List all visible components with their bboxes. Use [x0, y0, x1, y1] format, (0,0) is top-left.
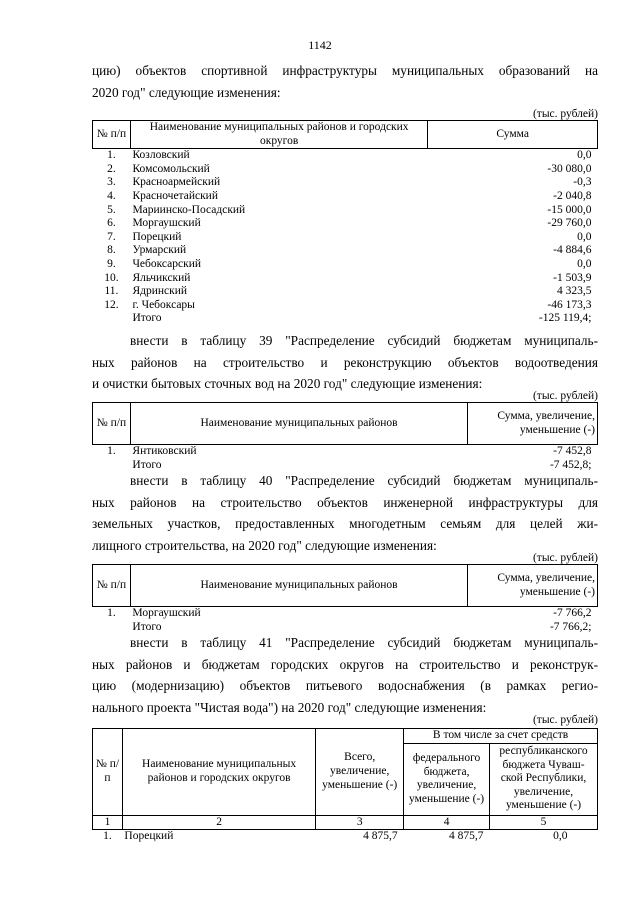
- header-num: № п/п: [93, 403, 131, 445]
- header-num: № п/п: [93, 565, 131, 607]
- row-value: 4 323,5: [557, 285, 592, 298]
- row-num: 12.: [104, 298, 119, 311]
- table-row: [93, 204, 598, 218]
- table-2: [92, 402, 598, 472]
- paragraph-3: [92, 470, 598, 556]
- row-value: 0,0: [577, 230, 592, 243]
- header-total: Всего, увеличение, уменьшение (-): [316, 729, 404, 816]
- row-value: -46 173,3: [547, 298, 592, 311]
- column-number: 1: [93, 815, 123, 830]
- paragraph-line: ных районов на строительство и реконструкцию объектов водоотведения: [92, 354, 598, 370]
- paragraph-line: земельных участков, предоставленных многодетным семьям для целей жи-: [92, 516, 598, 531]
- row-num: 2.: [107, 162, 116, 175]
- row-total: 4 875,7: [363, 830, 398, 843]
- row-name: Моргаушский: [132, 607, 201, 619]
- row-num: 7.: [107, 230, 116, 243]
- row-name: Козловский: [132, 149, 190, 162]
- paragraph-line: цию (модернизацию) объектов питьевого водоснабжения (в рамках регио-: [92, 678, 598, 693]
- row-name: Урмарский: [132, 244, 187, 257]
- column-numbers-row: [93, 815, 598, 830]
- row-num: 9.: [107, 257, 116, 270]
- column-number: 4: [404, 815, 490, 830]
- row-num: 1.: [107, 607, 116, 619]
- row-name: Красночетайский: [132, 189, 218, 202]
- row-name: г. Чебоксары: [132, 298, 195, 311]
- table-row: [93, 217, 598, 231]
- table-row: [93, 244, 598, 258]
- row-name: Комсомольский: [132, 162, 210, 175]
- paragraph-line: ных районов и бюджетам городских округов на строительство и реконструк-: [92, 656, 598, 672]
- paragraph-line: ных районов на строительство объектов инженерной инфраструктуры для: [92, 494, 598, 510]
- units-label: (тыс. рублей): [532, 552, 598, 564]
- table-4: [92, 728, 598, 844]
- header-name: Наименование муниципальных районов и городских округов: [122, 729, 315, 816]
- row-num: 3.: [107, 176, 116, 189]
- units-label: (тыс. рублей): [532, 390, 598, 402]
- table-row: [93, 149, 598, 163]
- row-value: -1 503,9: [553, 271, 592, 284]
- table-row: [93, 445, 598, 459]
- total-label: Итого: [132, 312, 162, 325]
- table-3: [92, 564, 598, 634]
- row-num: 11.: [104, 285, 119, 298]
- table-row: [93, 176, 598, 190]
- table-row: [93, 231, 598, 245]
- row-name: Порецкий: [124, 830, 174, 843]
- header-name: Наименование муниципальных районов: [130, 403, 467, 445]
- row-num: 5.: [107, 203, 116, 216]
- paragraph-1: [92, 60, 598, 103]
- paragraph-line: внести в таблицу 39 "Распределение субсидий бюджетам муниципаль-: [130, 333, 598, 348]
- row-value: -4 884,6: [553, 244, 592, 257]
- units-label: (тыс. рублей): [532, 108, 598, 120]
- row-republic: 0,0: [553, 830, 568, 843]
- table-row: [93, 299, 598, 313]
- paragraph-line: нального проекта "Чистая вода") на 2020 год" следующие изменения:: [92, 699, 487, 715]
- table-row: [93, 190, 598, 204]
- paragraph-line: 2020 год" следующие изменения:: [92, 84, 281, 100]
- column-number: 3: [316, 815, 404, 830]
- row-num: 1.: [107, 149, 116, 162]
- header-num: № п/п: [93, 729, 123, 816]
- total-value: -125 119,4;: [538, 312, 592, 325]
- header-sum: Сумма, увеличение, уменьшение (-): [468, 565, 598, 607]
- row-num: 10.: [104, 271, 119, 284]
- units-label: (тыс. рублей): [532, 714, 598, 726]
- total-label: Итого: [132, 458, 162, 471]
- header-including: В том числе за счет средств: [404, 729, 598, 744]
- row-value: 0,0: [577, 257, 592, 270]
- total-value: -7 766,2;: [549, 620, 592, 633]
- paragraph-line: внести в таблицу 41 "Распределение субсидий бюджетам муниципаль-: [130, 635, 598, 650]
- row-name: Моргаушский: [132, 217, 201, 230]
- row-value: -7 452,8: [553, 445, 592, 457]
- header-name: Наименование муниципальных районов и городских округов: [130, 121, 427, 149]
- row-num: 4.: [107, 189, 116, 202]
- row-value: 0,0: [577, 149, 592, 162]
- header-republic: республиканского бюджета Чуваш-ской Республики, увеличение, уменьшение (-): [490, 743, 598, 815]
- row-num: 6.: [107, 217, 116, 230]
- column-number: 2: [122, 815, 315, 830]
- paragraph-2: [92, 330, 598, 395]
- row-name: Порецкий: [132, 230, 182, 243]
- row-num: 8.: [107, 244, 116, 257]
- paragraph-line: и очистки бытовых сточных вод на 2020 год" следующие изменения:: [92, 376, 483, 391]
- row-value: -15 000,0: [547, 203, 592, 216]
- paragraph-line: внести в таблицу 40 "Распределение субсидий бюджетам муниципаль-: [130, 473, 598, 488]
- row-name: Чебоксарский: [132, 257, 202, 270]
- total-label: Итого: [132, 620, 162, 633]
- header-name: Наименование муниципальных районов: [130, 565, 467, 607]
- header-sum: Сумма, увеличение, уменьшение (-): [468, 403, 598, 445]
- row-value: -2 040,8: [553, 189, 592, 202]
- page-number: 1142: [308, 38, 332, 52]
- table-row: [93, 285, 598, 299]
- row-value: -7 766,2: [553, 607, 592, 619]
- row-name: Яльчикский: [132, 271, 191, 284]
- table-row: [93, 272, 598, 286]
- header-num: № п/п: [93, 121, 131, 149]
- table-row: [93, 607, 598, 621]
- column-number: 5: [490, 815, 598, 830]
- paragraph-4: [92, 632, 598, 718]
- row-num: 1.: [103, 830, 112, 843]
- table-row: [93, 163, 598, 177]
- row-name: Янтиковский: [132, 445, 197, 457]
- paragraph-line: лищного строительства, на 2020 год" следующие изменения:: [92, 537, 437, 553]
- row-name: Мариинско-Посадский: [132, 203, 246, 216]
- row-name: Ядринский: [132, 285, 188, 298]
- row-name: Красноармейский: [132, 176, 221, 189]
- row-value: -29 760,0: [547, 217, 592, 230]
- row-value: -30 080,0: [547, 162, 592, 175]
- paragraph-line: цию) объектов спортивной инфраструктуры муниципальных образований на: [92, 63, 598, 78]
- header-sum: Сумма: [428, 121, 598, 149]
- total-value: -7 452,8;: [549, 458, 592, 471]
- row-federal: 4 875,7: [449, 830, 484, 843]
- table-row: [93, 830, 598, 844]
- total-row: [93, 312, 598, 326]
- row-num: 1.: [107, 445, 116, 457]
- header-federal: федерального бюджета, увеличение, уменьшение (-): [404, 743, 490, 815]
- table-row: [93, 258, 598, 272]
- table-1: [92, 120, 598, 326]
- row-value: -0,3: [573, 176, 592, 189]
